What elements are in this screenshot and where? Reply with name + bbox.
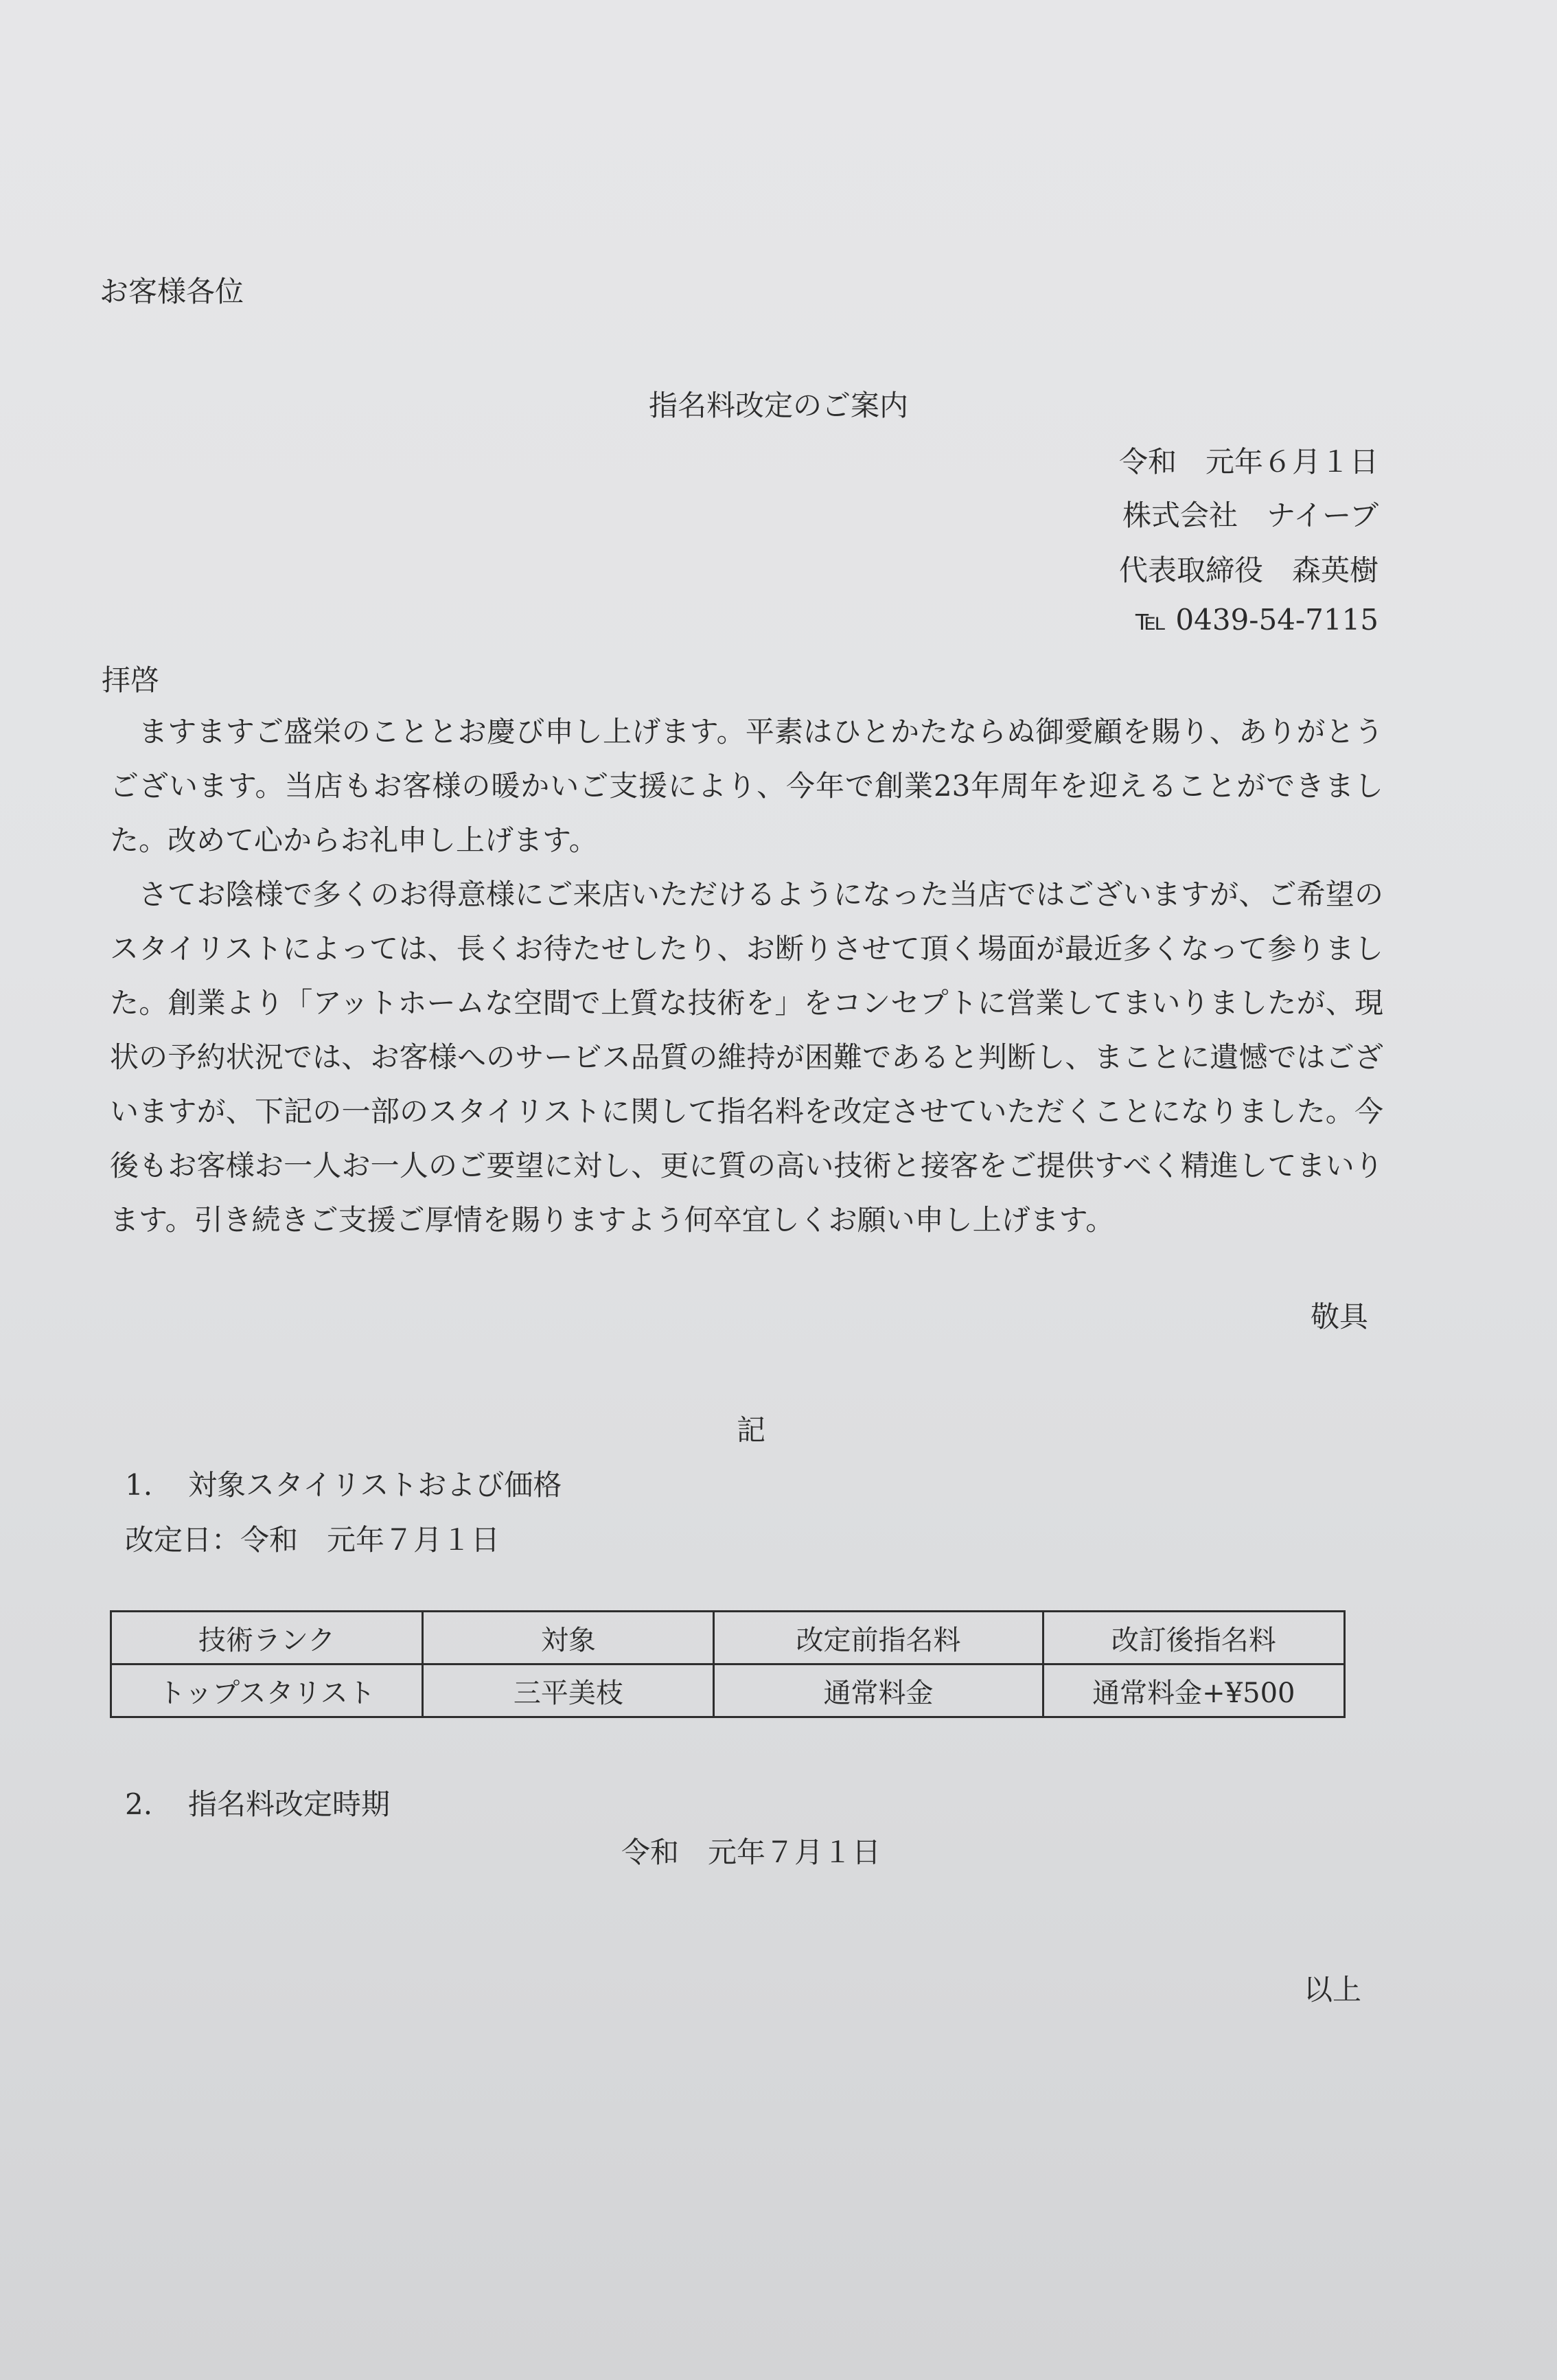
table-row [111,1664,1345,1717]
header-after-fee: 改訂後指名料 [1043,1612,1344,1664]
table-header-row [111,1612,1345,1664]
item-2-label: 指名料改定時期 [188,1787,391,1821]
item-2-heading [125,1782,390,1823]
company-name: 株式会社 ナイーブ [1122,499,1379,532]
ki-heading: 記 [736,1413,765,1447]
body-paragraph-1: ますますご盛栄のこととお慶び申し上げます。平素はひとかたならぬ御愛顧を賜り、ありがとうございます。当店もお客様の暖かいご支援により、今年で創業23年周年を迎えることができました。改めて心からお礼申し上げます。 [110,715,1383,857]
header-rank: 技術ランク [111,1612,423,1664]
closing-salutation: 敬具 [1310,1300,1368,1334]
body-paragraph-2: さてお陰様で多くのお得意様にご来店いただけるようになった当店ではございますが、ご希望のスタイリストによっては、長くお待たせしたり、お断りさせて頂く場面が最近多くなって参りました。創業より「アットホームな空間で上質な技術を」をコンセプトに営業してまいりましたが、現状の予約状況では、お客様へのサービス品質の維持が困難であると判断し、まことに遺憾ではございますが、下記の一部のスタイリストに関して指名料を改定させていただくことになりました。今後もお客様お一人お一人のご要望に対し、更に質の高い技術と接客をご提供すべく精進してまいります。引き続きご支援ご厚情を賜りますよう何卒宜しくお願い申し上げます。 [110,878,1383,1237]
phone-number: ℡ 0439-54-7115 [1135,603,1379,637]
cell-target: 三平美枝 [423,1664,714,1717]
revision-time: 令和 元年７月１日 [621,1835,881,1869]
revision-date: 改定日：令和 元年７月１日 [125,1523,500,1557]
letter-date: 令和 元年６月１日 [1118,445,1379,479]
document-title: 指名料改定のご案内 [648,389,908,422]
item-2-number: 2. [125,1787,153,1821]
item-1-number: 1. [125,1468,153,1502]
cell-before-fee: 通常料金 [714,1664,1043,1717]
item-1-heading [125,1463,562,1504]
addressee: お客様各位 [100,275,244,308]
opening-salutation: 拝啓 [102,663,160,697]
cell-after-fee: 通常料金+¥500 [1043,1664,1344,1717]
end-mark: 以上 [1303,1973,1361,2006]
cell-rank: トップスタリスト [111,1664,423,1717]
header-before-fee: 改定前指名料 [714,1612,1043,1664]
item-1-label: 対象スタイリストおよび価格 [188,1468,562,1502]
header-target: 対象 [423,1612,714,1664]
pricing-table [110,1610,1346,1718]
representative-name: 代表取締役 森英樹 [1118,553,1379,587]
